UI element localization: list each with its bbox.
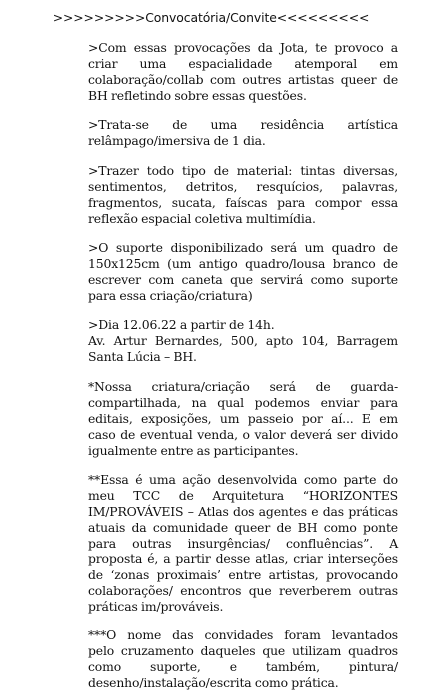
paragraph-guest-names <box>88 627 398 691</box>
paragraph-materials <box>88 163 398 227</box>
text-line: desenho/instalação/escrita como prática. <box>88 674 339 690</box>
paragraph-residency <box>88 117 398 149</box>
text-line: ***O nome das convidades foram levantados <box>88 627 398 642</box>
text-line: para outras insurgências/ confluências”. A <box>88 535 398 551</box>
text-line: colaboração/collab com outres artistas queer de <box>88 71 398 87</box>
paragraph-date-address <box>88 317 398 365</box>
text-line: BH refletindo sobre essas questões. <box>88 87 307 103</box>
text-line: 150x125cm (um antigo quadro/lousa branco de <box>88 255 398 271</box>
paragraph-shared-custody <box>88 379 398 458</box>
text-line: para essa criação/criatura) <box>88 287 253 303</box>
text-line: IM/PROVÁVEIS – Atlas dos agentes e das práticas <box>88 503 398 519</box>
text-line: atuais da comunidade queer de BH como ponte <box>88 519 398 535</box>
text-line: escrever com caneta que servirá como suporte <box>88 271 398 287</box>
text-line: pelo cruzamento daqueles que utilizam quadros <box>88 642 398 658</box>
text-line: igualmente entre as participantes. <box>88 442 299 458</box>
text-line: reflexão espacial coletiva multimídia. <box>88 210 316 226</box>
text-line: Santa Lúcia – BH. <box>88 348 197 364</box>
text-line: relâmpago/imersiva de 1 dia. <box>88 132 266 148</box>
text-line: fragmentos, sucata, faíscas para compor essa <box>88 194 398 210</box>
paragraph-tcc <box>88 472 398 615</box>
text-line: práticas im/prováveis. <box>88 599 224 615</box>
text-line: criar uma espacialidade atemporal em <box>88 55 398 71</box>
text-line: colaborações/ encontros que reverberem outras <box>88 583 398 599</box>
text-line: >Trata-se de uma residência artística <box>88 117 398 132</box>
text-line: **Essa é uma ação desenvolvida como parte do <box>88 472 398 487</box>
text-line: editais, exposições, um passeio por aí... E em <box>88 410 398 426</box>
text-line: meu TCC de Arquitetura “HORIZONTES <box>88 487 398 503</box>
invitation-heading: >>>>>>>>>Convocatória/Convite<<<<<<<<< <box>52 10 370 25</box>
text-line: >Com essas provocações da Jota, te provoco a <box>88 40 398 55</box>
text-line: *Nossa criatura/criação será de guarda- <box>88 379 398 394</box>
paragraph-provocation <box>88 40 398 104</box>
text-line: proposta é, a partir desse atlas, criar interseções <box>88 551 398 567</box>
text-line: compartilhada, na qual podemos enviar para <box>88 394 398 410</box>
text-line: >Trazer todo tipo de material: tintas diversas, <box>88 163 398 178</box>
text-line: caso de eventual venda, o valor deverá ser divido <box>88 426 398 442</box>
paragraph-support <box>88 240 398 304</box>
text-line: sentimentos, detritos, resquícios, palavras, <box>88 178 398 194</box>
text-line: >Dia 12.06.22 a partir de 14h. <box>88 317 275 332</box>
text-line: >O suporte disponibilizado será um quadro de <box>88 240 398 255</box>
text-line: de ‘zonas proximais’ entre artistas, provocando <box>88 567 398 583</box>
text-line: Av. Artur Bernardes, 500, apto 104, Barragem <box>88 332 398 348</box>
text-line: como suporte, e também, pintura/ <box>88 658 398 674</box>
